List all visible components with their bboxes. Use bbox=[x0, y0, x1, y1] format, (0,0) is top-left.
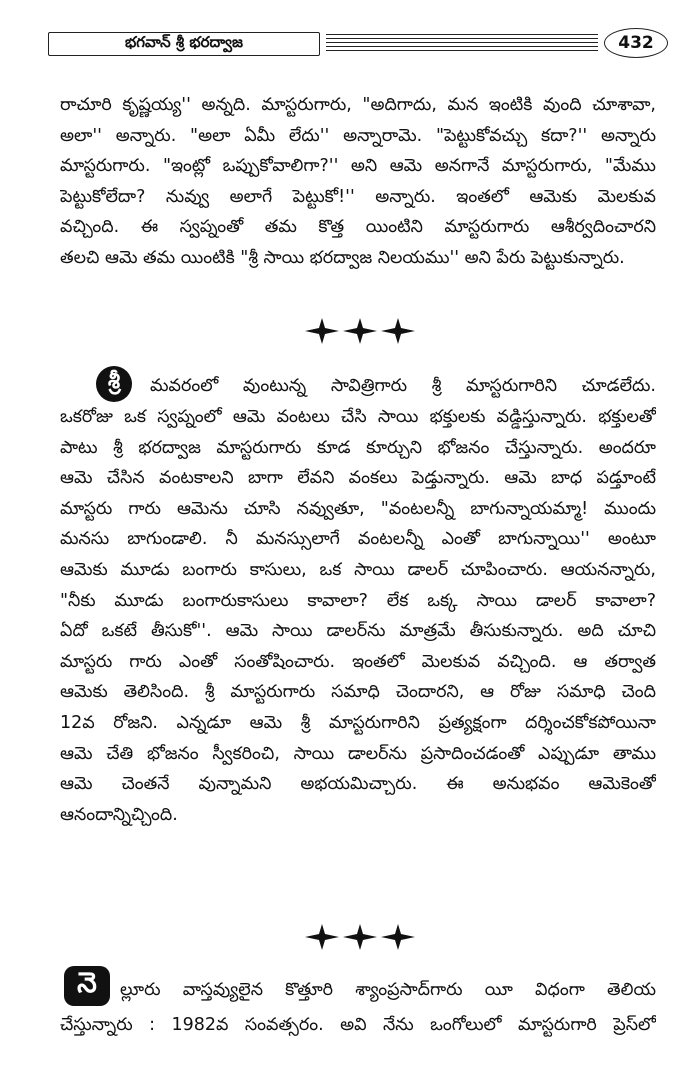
paragraph-2-first-line bbox=[150, 371, 656, 402]
section-ornament-1 bbox=[300, 318, 420, 344]
paragraph-3 bbox=[60, 1010, 656, 1041]
text-line: ఆమె చేసిన వంటకాలని బాగా లేవని వంకలు పెడ్తున్నారు. ఆమె బాధ పడ్తూంటే bbox=[60, 468, 656, 489]
text-line: ఆనందాన్నిచ్చింది. bbox=[60, 804, 178, 825]
drop-cap-2: శ్రీ bbox=[96, 366, 132, 402]
ornament-diamond-icon bbox=[343, 924, 377, 950]
text-line: ఆమెకు తెలిసింది. శ్రీ మాస్టరుగారు సమాధి చెందారని, ఆ రోజు సమాధి చెంది bbox=[60, 682, 656, 703]
text-line: ఆమె చేతి భోజనం స్వీకరించి, సాయి డాలర్‌ను ప్రసాదించడంతో ఎప్పుడూ తాము bbox=[60, 743, 656, 764]
page-header bbox=[48, 28, 654, 62]
paragraph-2 bbox=[60, 402, 656, 830]
text-line: మాస్టరు గారు ఎంతో సంతోషించారు. ఇంతలో మెలకువ వచ్చింది. ఆ తర్వాత bbox=[60, 651, 656, 672]
page-number: 432 bbox=[604, 28, 668, 58]
section-ornament-2 bbox=[300, 924, 420, 950]
text-line: మాస్టరు గారు ఆమెను చూసి నవ్వుతూ, "వంటలన్నీ బాగున్నాయమ్మా! ముందు bbox=[60, 498, 656, 519]
text-line: ల్లూరు వాస్తవ్యులైన కొత్తూరి శ్యాంప్రసాద్‌గారు యీ విధంగా తెలియ bbox=[120, 980, 656, 1000]
ornament-diamond-icon bbox=[305, 924, 339, 950]
ornament-diamond-icon bbox=[381, 318, 415, 344]
text-line: పెట్టుకోలేదా? నువ్వు అలాగే పెట్టుకో!'' అన్నారు. ఇంతలో ఆమెకు మెలకువ bbox=[60, 186, 656, 207]
text-line: ఒకరోజు ఒక స్వప్నంలో ఆమె వంటలు చేసి సాయి భక్తులకు వడ్డిస్తున్నారు. భక్తులతో bbox=[60, 407, 656, 427]
header-rule-lines bbox=[326, 34, 598, 52]
text-line: మాస్టరుగారు. "ఇంట్లో ఒప్పుకోవాలిగా?'' అని ఆమె అనగానే మాస్టరుగారు, "మేము bbox=[60, 156, 656, 177]
text-line: మనసు బాగుండాలి. నీ మనస్సులాగే వంటలన్నీ ఎంతో బాగున్నాయి'' అంటూ bbox=[60, 529, 656, 550]
text-line: తలచి ఆమె తమ యింటికి "శ్రీ సాయి భరద్వాజ నిలయము'' అని పేరు పెట్టుకున్నారు. bbox=[60, 247, 625, 268]
drop-cap-3: నె bbox=[64, 966, 110, 1006]
text-line: 12వ రోజని. ఎన్నడూ ఆమె శ్రీ మాస్టరుగారిని ప్రత్యక్షంగా దర్శించకోకపోయినా bbox=[60, 712, 656, 733]
text-line: ఆమె చెంతనే వున్నామని అభయమిచ్చారు. ఈ అనుభవం ఆమెకెంతో bbox=[60, 774, 656, 795]
text-line: "నీకు మూడు బంగారుకాసులు కావాలా? లేక ఒక్క సాయి డాలర్ కావాలా? bbox=[60, 590, 656, 611]
text-line: రాచూరి కృష్ణయ్య'' అన్నది. మాస్టరుగారు, "అదిగాదు, మన ఇంటికి వుంది చూశావా, bbox=[60, 95, 656, 115]
running-title: భగవాన్ శ్రీ భరద్వాజ bbox=[48, 32, 320, 56]
paragraph-1 bbox=[60, 90, 656, 274]
paragraph-3-first-line bbox=[120, 975, 656, 1006]
text-line: అలా'' అన్నారు. "అలా ఏమీ లేదు'' అన్నారామె. "పెట్టుకోవచ్చు కదా?'' అన్నారు bbox=[60, 125, 656, 146]
text-line: ఆమెకు మూడు బంగారు కాసులు, ఒక సాయి డాలర్ చూపించారు. ఆయనన్నారు, bbox=[60, 559, 656, 580]
text-line: చేస్తున్నారు : 1982వ సంవత్సరం. అవి నేను ఒంగోలులో మాస్టరుగారి ప్రెస్‌లో bbox=[60, 1015, 656, 1035]
ornament-diamond-icon bbox=[343, 318, 377, 344]
text-line: పాటు శ్రీ భరద్వాజ మాస్టరుగారు కూడ కూర్చుని భోజనం చేస్తున్నారు. అందరూ bbox=[60, 437, 656, 458]
text-line: వచ్చింది. ఈ స్వప్నంతో తమ కొత్త యింటిని మాస్టరుగారు ఆశీర్వదించారని bbox=[60, 217, 656, 238]
ornament-diamond-icon bbox=[381, 924, 415, 950]
ornament-diamond-icon bbox=[305, 318, 339, 344]
text-line: ఏదో ఒకటే తీసుకో''. ఆమె సాయి డాలర్‌ను మాత్రమే తీసుకున్నారు. అది చూచి bbox=[60, 621, 656, 642]
text-line: మవరంలో వుంటున్న సావిత్రిగారు శ్రీ మాస్టరుగారిని చూడలేదు. bbox=[150, 376, 656, 396]
